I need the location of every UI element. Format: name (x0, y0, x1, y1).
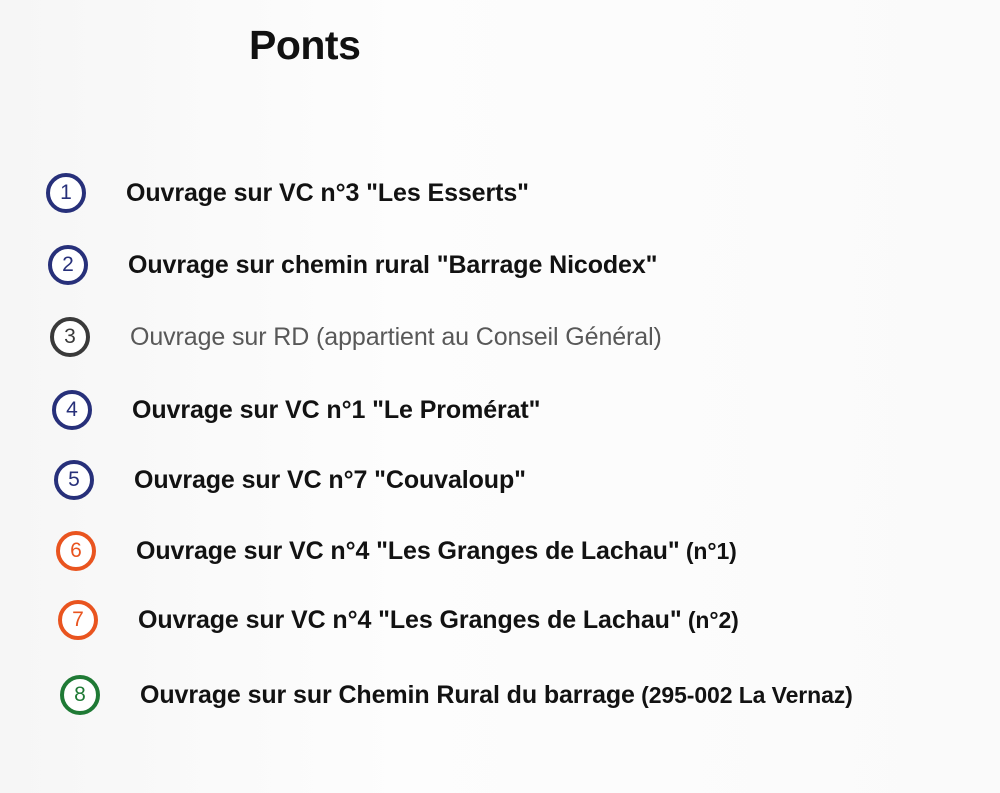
item-text: Ouvrage sur VC n°7 "Couvaloup" (134, 465, 526, 494)
item-label (134, 466, 526, 495)
item-text: Ouvrage sur chemin rural "Barrage Nicodex" (128, 250, 658, 279)
item-label (128, 251, 657, 280)
list-item (56, 528, 737, 574)
list-item (58, 597, 739, 643)
item-text: Ouvrage sur VC n°1 "Le Promérat" (132, 395, 541, 424)
number-badge: 2 (48, 245, 88, 285)
item-text: Ouvrage sur sur Chemin Rural du barrage (140, 680, 635, 709)
item-text: Ouvrage sur VC n°3 "Les Esserts" (126, 178, 529, 207)
item-label (132, 396, 540, 425)
number-badge: 3 (50, 317, 90, 357)
list-item (52, 387, 540, 433)
item-text: Ouvrage sur VC n°4 "Les Granges de Lachau" (138, 605, 682, 634)
number-badge: 6 (56, 531, 96, 571)
item-suffix: (295-002 La Vernaz) (634, 681, 853, 708)
item-text: Ouvrage sur RD (appartient au Conseil Général) (130, 322, 662, 351)
item-suffix: (n°2) (681, 606, 739, 633)
item-label (126, 179, 529, 208)
item-label (140, 681, 853, 710)
list-item (60, 672, 853, 718)
list-item (54, 457, 526, 503)
item-suffix: (n°1) (679, 537, 737, 564)
number-badge: 8 (60, 675, 100, 715)
number-badge: 4 (52, 390, 92, 430)
item-text: Ouvrage sur VC n°4 "Les Granges de Lachau" (136, 536, 680, 565)
list-item (48, 242, 657, 288)
list-item (46, 170, 529, 216)
item-label (136, 537, 737, 566)
item-label (130, 323, 662, 352)
number-badge: 1 (46, 173, 86, 213)
list-item (50, 314, 662, 360)
number-badge: 7 (58, 600, 98, 640)
page-title: Ponts (249, 22, 361, 68)
number-badge: 5 (54, 460, 94, 500)
item-label (138, 606, 739, 635)
